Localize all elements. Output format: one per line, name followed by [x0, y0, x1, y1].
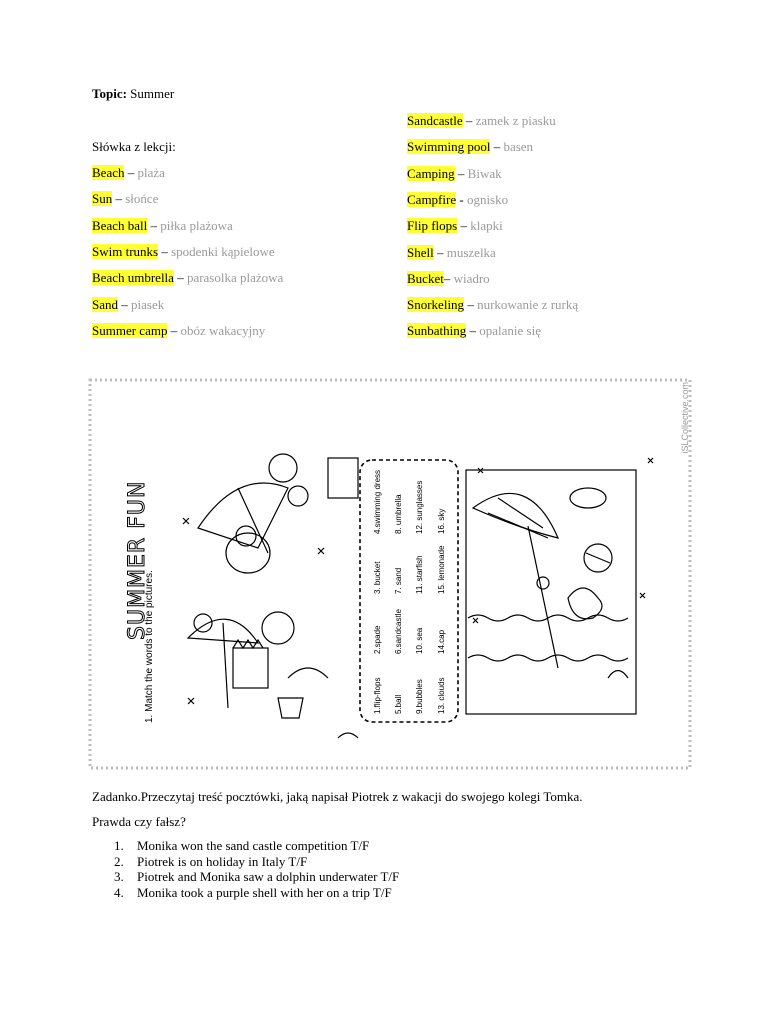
separator-dash: – [433, 244, 447, 260]
statement-number: 3. [114, 869, 124, 884]
worksheet-word: 3. bucket [373, 561, 382, 594]
polish-translation: parasolka plażowa [186, 270, 284, 286]
worksheet-word: 14.cap [437, 629, 446, 654]
english-word: Swim trunks [92, 243, 159, 259]
true-false-heading: Prawda czy fałsz? [92, 814, 186, 829]
left-vocab-row [92, 191, 158, 207]
separator-dash: - [456, 191, 467, 207]
separator-dash: – [167, 322, 181, 338]
watermark-text: iSLCollective.com [680, 382, 690, 454]
separator-dash: – [118, 296, 131, 312]
worksheet-word: 9.bubbles [415, 679, 424, 714]
polish-translation: nurkowanie z rurką [477, 297, 579, 313]
worksheet-instruction: 1. Match the words to the pictures. [144, 570, 155, 723]
worksheet-word: 8. umbrella [394, 494, 403, 534]
right-vocab-row [407, 139, 533, 155]
english-word: Sandcastle [407, 113, 463, 128]
task-instruction: Zadanko.Przeczytaj treść pocztówki, jaką napisał Piotrek z wakacji do swojego kolegi Tomka. [92, 789, 583, 804]
english-word: Campfire [407, 191, 457, 207]
separator-dash: – [457, 218, 471, 234]
english-word: Beach umbrella [92, 270, 174, 286]
right-vocab-row [407, 297, 578, 313]
statement-number: 2. [114, 853, 124, 869]
polish-translation: wiadro [453, 270, 490, 286]
english-word: Beach [92, 165, 125, 180]
right-vocab-row [407, 271, 490, 287]
worksheet-word: 12. sunglasses [415, 480, 424, 534]
right-vocab-row [407, 166, 502, 182]
english-word: Swimming pool [407, 139, 491, 155]
right-vocab-row [407, 323, 541, 339]
statement-text: Monika won the sand castle competition T/F [137, 838, 370, 853]
separator-dash: – [490, 139, 504, 155]
right-vocab-row [407, 113, 556, 129]
statement-number: 1. [114, 838, 124, 853]
polish-translation: klapki [470, 218, 503, 234]
polish-translation: Biwak [467, 165, 502, 181]
statement-text: Piotrek is on holiday in Italy T/F [137, 853, 308, 869]
polish-translation: piłka plażowa [160, 217, 233, 233]
polish-translation: ognisko [466, 191, 509, 207]
left-vocab-row [92, 165, 165, 181]
statement-text: Monika took a purple shell with her on a trip T/F [137, 884, 392, 900]
topic-label: Topic: [92, 86, 127, 101]
english-word: Shell [407, 244, 434, 260]
worksheet-word: 10. sea [415, 627, 424, 654]
worksheet-title: SUMMER FUN [125, 480, 150, 640]
separator-dash: – [173, 270, 187, 286]
english-word: Camping [407, 165, 455, 181]
polish-translation: zamek z piasku [475, 113, 556, 128]
left-vocab-row [92, 218, 233, 234]
left-vocab-row [92, 244, 275, 260]
english-word: Sunbathing [407, 323, 467, 339]
statement-number: 4. [114, 884, 124, 900]
worksheet-word: 4.swimming dress [373, 469, 382, 534]
left-vocab-row [92, 297, 164, 313]
polish-translation: plaża [137, 165, 165, 180]
english-word: Sun [92, 191, 113, 207]
topic-value: Summer [130, 86, 175, 101]
polish-translation: obóz wakacyjny [180, 322, 266, 338]
english-word: Flip flops [407, 218, 458, 234]
english-word: Beach ball [92, 217, 148, 233]
worksheet-image [88, 378, 694, 770]
right-vocab-row [407, 192, 508, 208]
polish-translation: muszelka [446, 244, 496, 260]
vocab-heading: Słówka z lekcji: [92, 139, 176, 154]
worksheet-word: 5.ball [394, 694, 403, 714]
right-vocab-row [407, 218, 503, 234]
polish-translation: spodenki kąpielowe [171, 243, 275, 259]
worksheet-word: 2.spade [373, 625, 382, 654]
worksheet-word: 1.flip-flops [373, 677, 382, 714]
separator-dash: – [158, 243, 172, 259]
polish-translation: opalanie się [479, 323, 541, 339]
separator-dash: – [443, 270, 454, 286]
left-vocab-row [92, 270, 283, 286]
polish-translation: słońce [125, 191, 159, 207]
worksheet-word: 6.sandcastle [394, 609, 403, 654]
polish-translation: basen [503, 139, 534, 155]
english-word: Sand [92, 296, 118, 312]
right-vocab-row [407, 245, 496, 261]
english-word: Bucket [407, 270, 444, 286]
separator-dash: – [124, 165, 138, 180]
worksheet-word: 15. lemonade [437, 545, 446, 594]
separator-dash: – [464, 297, 478, 313]
polish-translation: piasek [131, 296, 165, 312]
separator-dash: – [112, 191, 126, 207]
separator-dash: – [454, 165, 468, 181]
english-word: Summer camp [92, 322, 168, 338]
statement-text: Piotrek and Monika saw a dolphin underwater T/F [137, 869, 400, 884]
worksheet-word: 13. clouds [437, 677, 446, 714]
left-vocab-row [92, 323, 265, 339]
worksheet-word: 7. sand [394, 567, 403, 594]
worksheet-word: 11. starfish [415, 555, 424, 594]
separator-dash: – [462, 113, 476, 128]
english-word: Snorkeling [407, 297, 465, 313]
topic-line [92, 86, 174, 102]
separator-dash: – [147, 217, 161, 233]
separator-dash: – [466, 323, 480, 339]
worksheet-word: 16. sky [437, 508, 446, 534]
